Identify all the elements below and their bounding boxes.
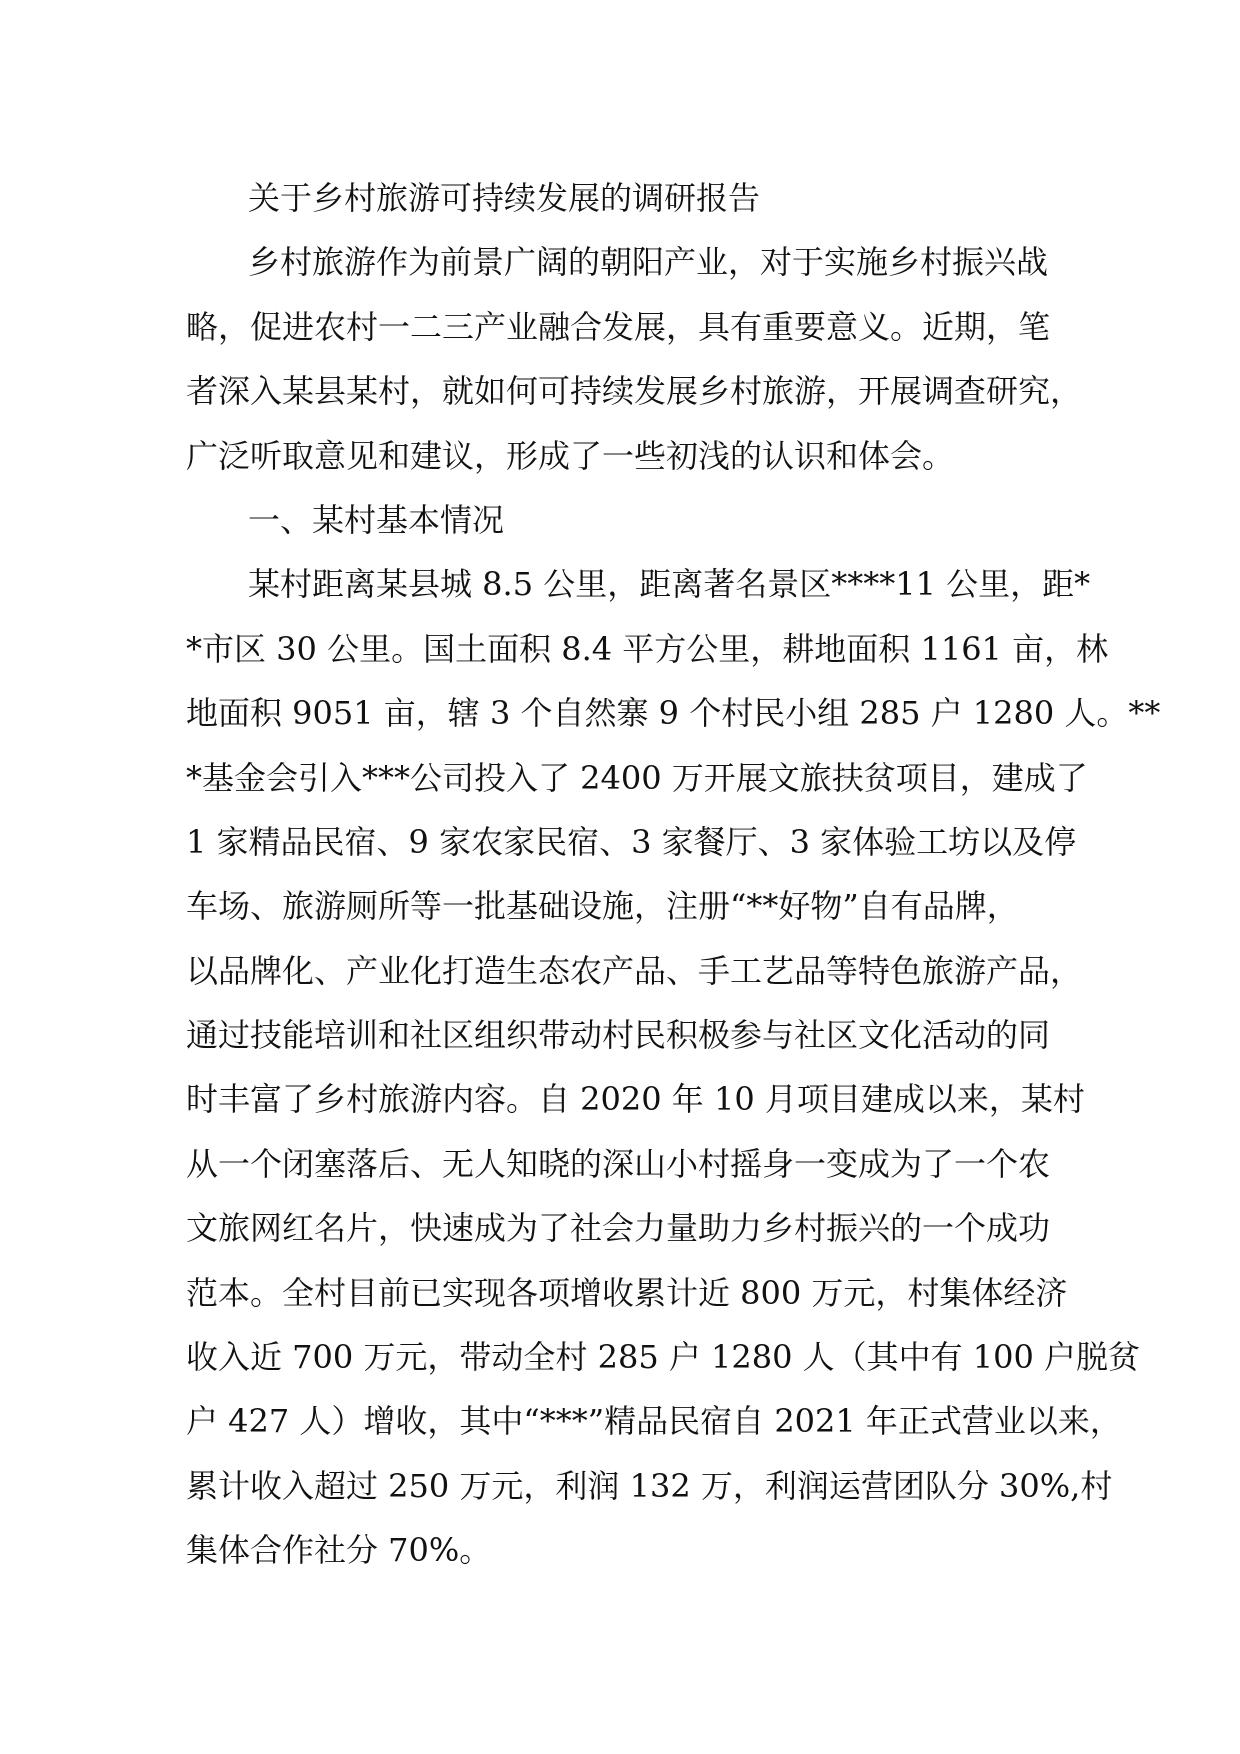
paragraph-2-line-5: 1 家精品民宿、9 家农家民宿、3 家餐厅、3 家体验工坊以及停 bbox=[186, 822, 1077, 861]
paragraph-2-line-3: 地面积 9051 亩，辖 3 个自然寨 9 个村民小组 285 户 1280 人。** bbox=[186, 694, 1161, 733]
paragraph-1-line-4: 广泛听取意见和建议，形成了一些初浅的认识和体会。 bbox=[186, 436, 955, 475]
section-heading-1: 一、某村基本情况 bbox=[248, 500, 505, 539]
paragraph-1-line-1: 乡村旅游作为前景广阔的朝阳产业，对于实施乡村振兴战 bbox=[248, 243, 1049, 282]
paragraph-1-line-2: 略，促进农村一二三产业融合发展，具有重要意义。近期，笔 bbox=[186, 307, 1051, 346]
paragraph-2-line-2: *市区 30 公里。国土面积 8.4 平方公里，耕地面积 1161 亩，林 bbox=[186, 629, 1109, 668]
paragraph-2-line-12: 范本。全村目前已实现各项增收累计近 800 万元，村集体经济 bbox=[186, 1273, 1068, 1312]
paragraph-2-line-16: 集体合作社分 70%。 bbox=[186, 1531, 492, 1570]
paragraph-1-line-3: 者深入某县某村，就如何可持续发展乡村旅游，开展调查研究， bbox=[186, 372, 1083, 411]
paragraph-2-line-8: 通过技能培训和社区组织带动村民积极参与社区文化活动的同 bbox=[186, 1016, 1051, 1055]
paragraph-2-line-4: *基金会引入***公司投入了 2400 万开展文旅扶贫项目，建成了 bbox=[186, 758, 1088, 797]
paragraph-2-line-10: 从一个闭塞落后、无人知晓的深山小村摇身一变成为了一个农 bbox=[186, 1144, 1051, 1183]
paragraph-2-line-15: 累计收入超过 250 万元，利润 132 万，利润运营团队分 30%,村 bbox=[186, 1466, 1113, 1505]
document-body bbox=[186, 230, 1161, 1582]
paragraph-2-line-6: 车场、旅游厕所等一批基础设施，注册“**好物”自有品牌， bbox=[186, 887, 1019, 926]
document-title: 关于乡村旅游可持续发展的调研报告 bbox=[248, 179, 761, 217]
paragraph-2-line-7: 以品牌化、产业化打造生态农产品、手工艺品等特色旅游产品， bbox=[186, 951, 1083, 990]
paragraph-2-line-13: 收入近 700 万元，带动全村 285 户 1280 人（其中有 100 户脱贫 bbox=[186, 1338, 1141, 1377]
paragraph-2-line-11: 文旅网红名片，快速成为了社会力量助力乡村振兴的一个成功 bbox=[186, 1209, 1051, 1248]
paragraph-2-line-9: 时丰富了乡村旅游内容。自 2020 年 10 月项目建成以来，某村 bbox=[186, 1080, 1085, 1119]
paragraph-2-line-1: 某村距离某县城 8.5 公里，距离著名景区****11 公里，距* bbox=[248, 565, 1091, 604]
paragraph-2-line-14: 户 427 人）增收，其中“***”精品民宿自 2021 年正式营业以来， bbox=[186, 1402, 1122, 1441]
